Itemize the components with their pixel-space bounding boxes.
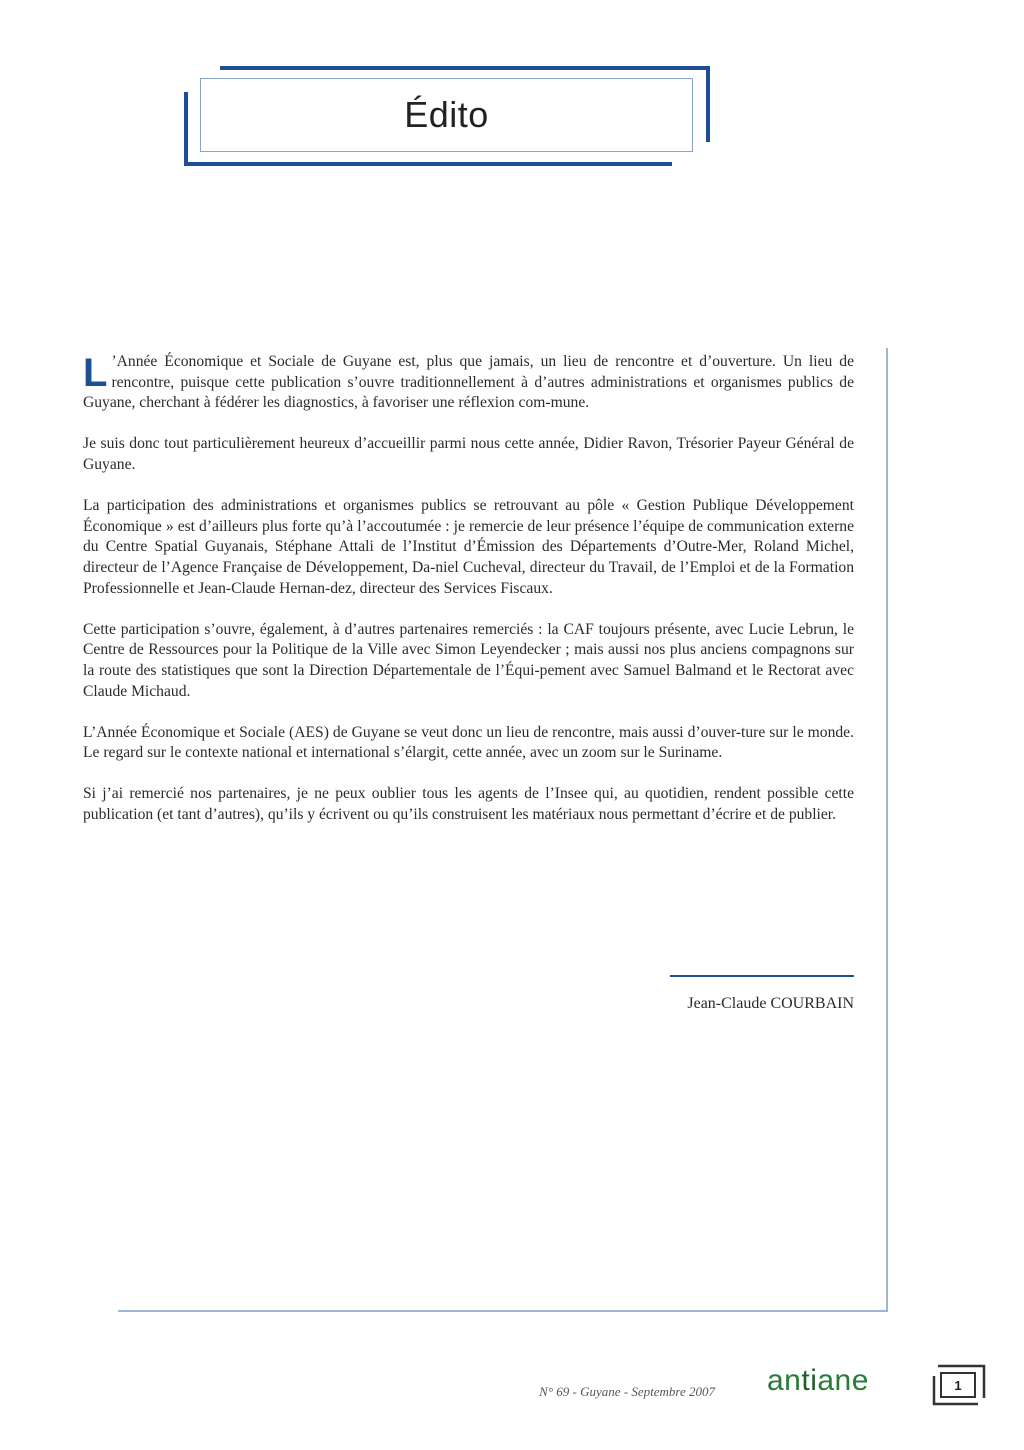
page-number: 1 bbox=[940, 1372, 976, 1398]
paragraph-1-text: ’Année Économique et Sociale de Guyane est, plus que jamais, un lieu de rencontre et d’ouverture. Un lieu de rencontre, puisque cette publication s’ouvre traditionnellement à d’autres administrations et organismes publics de Guyane, cherchant à fédérer les diagnostics, à favoriser une réflexion com-mune. bbox=[83, 353, 854, 412]
brand-part-1: an bbox=[767, 1364, 802, 1397]
title-box bbox=[200, 78, 693, 152]
signature-line bbox=[670, 975, 854, 977]
paragraph-5: L’Année Économique et Sociale (AES) de Guyane se veut donc un lieu de rencontre, mais aussi d’ouver-ture sur le monde. Le regard sur le contexte national et international s’élargit, cette année, avec un zoom sur le Suriname. bbox=[83, 723, 854, 762]
frame-right-line bbox=[706, 66, 710, 142]
brand-part-2: ti bbox=[801, 1364, 818, 1397]
paragraph-1 bbox=[83, 352, 854, 414]
frame-top-line bbox=[220, 66, 710, 70]
page-title: Édito bbox=[404, 94, 489, 135]
content-frame-right bbox=[886, 348, 888, 1312]
issue-info: N° 69 - Guyane - Septembre 2007 bbox=[539, 1384, 715, 1399]
paragraph-4: Cette participation s’ouvre, également, à d’autres partenaires remerciés : la CAF toujours présente, avec Lucie Lebrun, le Centre de Ressources pour la Politique de la Ville avec Simon Leyendecker ; mais aussi nos plus anciens compagnons sur la route des statistiques que sont la Direction Départementale de l’Équi-pement avec Samuel Balmand et le Rectorat avec Claude Michaud. bbox=[83, 620, 854, 700]
drop-cap: L bbox=[83, 351, 108, 395]
brand-logo bbox=[767, 1364, 869, 1398]
editorial-body bbox=[83, 352, 854, 846]
frame-bottom-line bbox=[184, 162, 672, 166]
signature: Jean-Claude COURBAIN bbox=[687, 995, 854, 1012]
frame-left-line bbox=[184, 92, 188, 166]
paragraph-6: Si j’ai remercié nos partenaires, je ne peux oublier tous les agents de l’Insee qui, au quotidien, rendent possible cette publication (et tant d’autres), qu’ils y écrivent ou qu’ils construisent les matériaux nous permettant d’écrire et de publier. bbox=[83, 785, 854, 824]
paragraph-3: La participation des administrations et organismes publics se retrouvant au pôle « Gestion Publique Développement Économique » est d’ailleurs plus forte qu’à l’accoutumée : je remercie de leur présence l’équipe de communication externe du Centre Spatial Guyanais, Stéphane Attali de l’Institut d’Émission des Départements d’Outre-Mer, Roland Michel, directeur de l’Agence Française de Développement, Da-niel Cucheval, directeur du Travail, de l’Emploi et de la Formation Professionnelle et Jean-Claude Hernan-dez, directeur des Services Fiscaux. bbox=[83, 497, 854, 597]
content-frame-bottom bbox=[118, 1310, 888, 1312]
paragraph-2: Je suis donc tout particulièrement heureux d’accueillir parmi nous cette année, Didier Ravon, Trésorier Payeur Général de Guyane. bbox=[83, 435, 854, 473]
brand-part-3: ane bbox=[817, 1364, 869, 1397]
